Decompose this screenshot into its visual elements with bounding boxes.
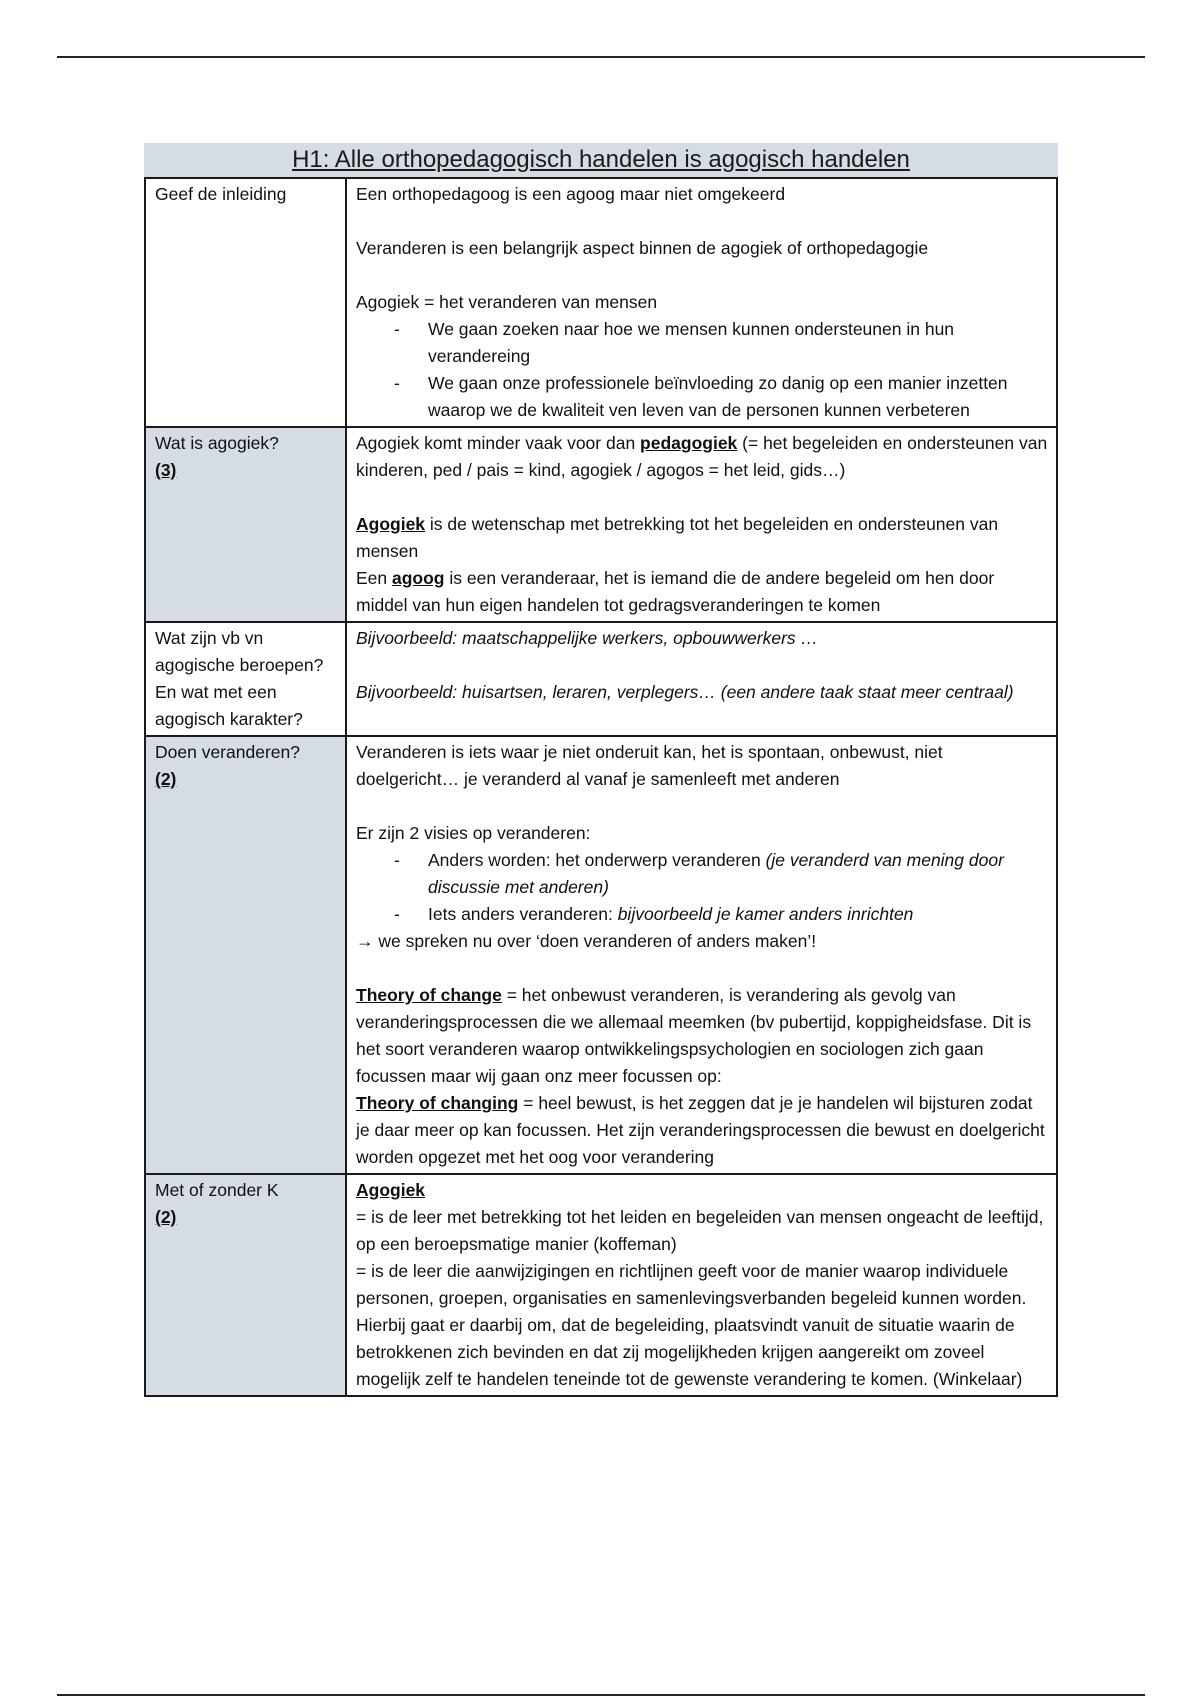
- answer-paragraph: Theory of changing = heel bewust, is het zeggen dat je je handelen wil bijsturen zodat je daar meer op kan focussen. Het zijn veranderingsprocessen die bewust en doelgericht worden opgezet met het oog voor verandering: [356, 1093, 1045, 1167]
- question-cell: [145, 1174, 346, 1396]
- question-cell: [145, 427, 346, 622]
- table-row: [145, 178, 1057, 427]
- answer-paragraph: Veranderen is iets waar je niet onderuit kan, het is spontaan, onbewust, niet doelgericht… je veranderd al vanaf je samenleeft met anderen: [356, 742, 943, 789]
- list-item: - We gaan onze professionele beïnvloeding zo danig op een manier inzetten waarop we de kwaliteit ven leven van de personen kunnen verbeteren: [428, 370, 1048, 424]
- list-item: - Iets anders veranderen: bijvoorbeeld je kamer anders inrichten: [428, 901, 1048, 928]
- key-term: Agogiek: [356, 514, 426, 534]
- question-cell: [145, 178, 346, 427]
- answer-paragraph: Veranderen is een belangrijk aspect binnen de agogiek of orthopedagogie: [356, 238, 929, 258]
- answer-cell: [346, 427, 1057, 622]
- question-text: Met of zonder K: [155, 1180, 279, 1200]
- table-row: [145, 736, 1057, 1174]
- key-term: agoog: [392, 568, 445, 588]
- qa-table: [144, 177, 1058, 1397]
- key-term: Agogiek: [356, 1180, 426, 1200]
- points-label: (2): [155, 1207, 177, 1227]
- page-title: H1: Alle orthopedagogisch handelen is agogisch handelen: [144, 143, 1058, 177]
- answer-paragraph: Agogiek = het veranderen van mensen: [356, 292, 658, 312]
- bullet-list: [356, 316, 1048, 424]
- answer-cell: [346, 1174, 1057, 1396]
- question-text: Doen veranderen?: [155, 742, 300, 762]
- answer-paragraph: Bijvoorbeeld: maatschappelijke werkers, opbouwwerkers …: [356, 628, 819, 648]
- answer-paragraph: Agogiek komt minder vaak voor dan pedagogiek (= het begeleiden en ondersteunen van kinderen, ped / pais = kind, agogiek / agogos = het leid, gids…): [356, 433, 1048, 480]
- answer-paragraph: = is de leer die aanwijzigingen en richtlijnen geeft voor de manier waarop individuele personen, groepen, organisaties en samenlevingsverbanden begeleid kunnen worden. Hierbij gaat er daarbij om, dat de begeleiding, plaatsvindt vanuit de situatie waarin de betrokkenen zich bevinden en dat zij mogelijkheden krijgen aangereikt om zoveel mogelijk zelf te handelen teneinde tot de gewenste verandering te komen. (Winkelaar): [356, 1261, 1027, 1389]
- key-term: Theory of changing: [356, 1093, 519, 1113]
- answer-cell: [346, 736, 1057, 1174]
- list-item: - We gaan zoeken naar hoe we mensen kunnen ondersteunen in hun verandereing: [428, 316, 1048, 370]
- answer-cell: [346, 178, 1057, 427]
- question-text: Wat zijn vb vn agogische beroepen? En wat met een agogisch karakter?: [155, 628, 324, 729]
- table-row: [145, 427, 1057, 622]
- answer-paragraph: Theory of change = het onbewust veranderen, is verandering als gevolg van veranderingsprocessen die we allemaal meemken (bv pubertijd, koppigheidsfase. Dit is het soort veranderen waarop ontwikkelingspsychologien en sociologen zich gaan focussen maar wij gaan onz meer focussen op:: [356, 985, 1032, 1086]
- arrow-note: → we spreken nu over ‘doen veranderen of anders maken’!: [356, 931, 817, 951]
- answer-paragraph: Er zijn 2 visies op veranderen:: [356, 823, 591, 843]
- answer-paragraph: Een orthopedagoog is een agoog maar niet omgekeerd: [356, 184, 786, 204]
- answer-cell: [346, 622, 1057, 736]
- answer-paragraph: Een agoog is een veranderaar, het is iemand die de andere begeleid om hen door middel van hun eigen handelen tot gedragsveranderingen te komen: [356, 568, 995, 615]
- answer-paragraph: = is de leer met betrekking tot het leiden en begeleiden van mensen ongeacht de leeftijd, op een beroepsmatige manier (koffeman): [356, 1207, 1044, 1254]
- key-term: pedagogiek: [640, 433, 738, 453]
- answer-paragraph: Agogiek is de wetenschap met betrekking tot het begeleiden en ondersteunen van mensen: [356, 514, 999, 561]
- bottom-rule: [57, 1694, 1145, 1696]
- table-row: [145, 622, 1057, 736]
- question-cell: [145, 622, 346, 736]
- points-label: (3): [155, 460, 177, 480]
- table-row: [145, 1174, 1057, 1396]
- bullet-list: [356, 847, 1048, 928]
- document-sheet: [144, 143, 1058, 1397]
- key-term: Theory of change: [356, 985, 502, 1005]
- top-rule: [57, 56, 1145, 58]
- question-text: Wat is agogiek?: [155, 433, 279, 453]
- question-text: Geef de inleiding: [155, 184, 287, 204]
- answer-paragraph: Bijvoorbeeld: huisartsen, leraren, verplegers… (een andere taak staat meer centraal): [356, 682, 1014, 702]
- points-label: (2): [155, 769, 177, 789]
- list-item: - Anders worden: het onderwerp veranderen (je veranderd van mening door discussie met anderen): [428, 847, 1048, 901]
- question-cell: [145, 736, 346, 1174]
